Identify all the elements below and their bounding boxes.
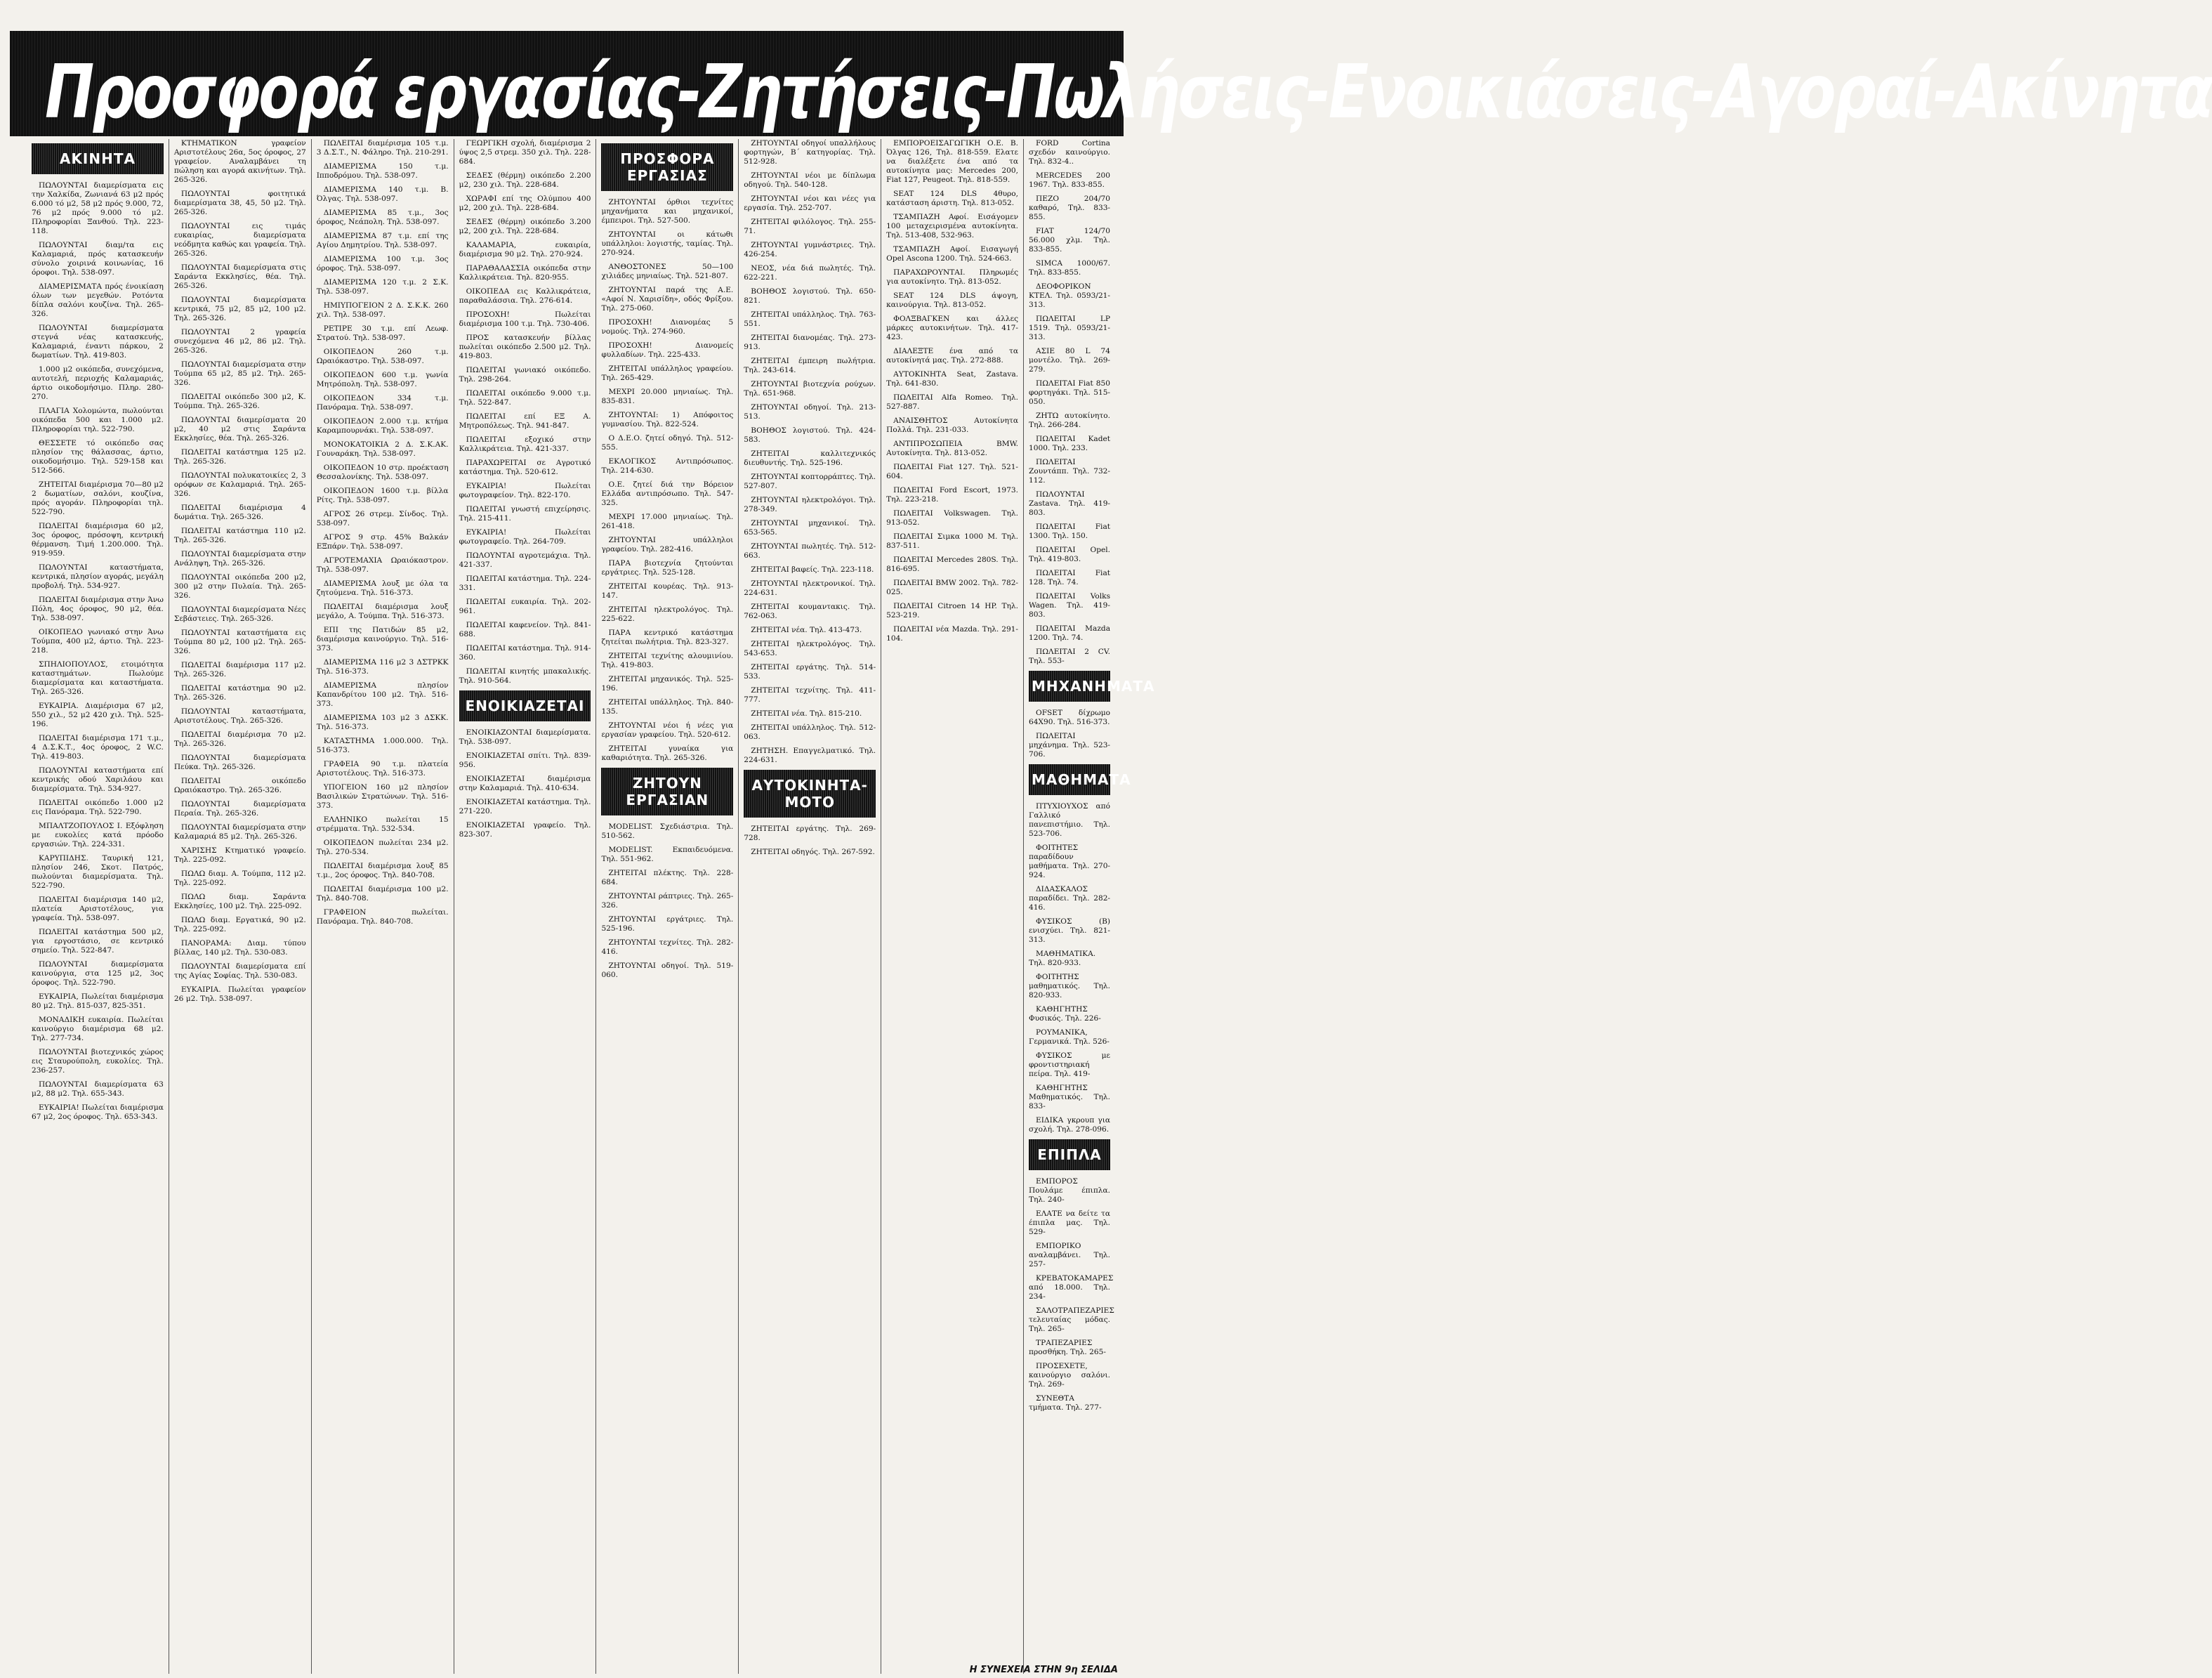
classified-ad: ΠΩΛΕΙΤΑΙ διαμέρισμα 60 μ2, 3ος όροφος, πρόσοψη, κεντρική θέρμανση. Τιμή 1.200.000. Τηλ. 919-959.	[32, 522, 164, 558]
classified-ad: ΠΩΛΕΙΤΑΙ Opel. Τηλ. 419-803.	[1029, 546, 1111, 563]
classified-ad: ΔΕΟΦΟΡΙΚΟΝ ΚΤΕΛ. Τηλ. 0593/21-313.	[1029, 282, 1111, 309]
classified-ad: ΠΩΛΕΙΤΑΙ Fiat 850 φορτηγάκι. Τηλ. 515-050.	[1029, 379, 1111, 406]
classified-ad: ΤΣΑΜΠΑΖΗ Αφοί. Εισάγομεν 100 μεταχειρισμένα αυτοκίνητα. Τηλ. 513-408, 532-963.	[886, 213, 1019, 240]
classified-ad: ΑΝΘΟΣΤΟΝΕΣ 50—100 χιλιάδες μηνιαίως. Τηλ. 521-807.	[601, 263, 734, 280]
classified-ad: ΠΩΛΕΙΤΑΙ διαμέρισμα 171 τ.μ., 4 Δ.Σ.Κ.Τ., 4ος όροφος, 2 W.C. Τηλ. 419-803.	[32, 734, 164, 761]
classified-ad: ΣΥΝΕΘΤΑ τμήματα. Τηλ. 277-	[1029, 1394, 1102, 1412]
classified-ad: ΣΑΛΟΤΡΑΠΕΖΑΡΙΕΣ τελευταίας μόδας. Τηλ. 265-	[1029, 1306, 1114, 1333]
classified-ad: ΖΗΤΕΙΤΑΙ διανομέας. Τηλ. 273-913.	[744, 334, 876, 351]
classified-ad: ΟΙΚΟΠΕΔΑ εις Καλλικράτεια, παραθαλάσσια. Τηλ. 276-614.	[459, 287, 591, 305]
classified-ad: ΠΩΛΟΥΝΤΑΙ διαμερίσματα στην Τούμπα 65 μ2, 85 μ2. Τηλ. 265-326.	[173, 360, 306, 387]
classified-ad: ΠΑΡΑ κεντρικό κατάστημα ζητείται πωλήτρια. Τηλ. 823-327.	[601, 629, 734, 646]
classified-ad: ΠΩΛΕΙΤΑΙ 2 CV. Τηλ. 553-	[1029, 648, 1111, 665]
classified-ad: ΖΗΤΟΥΝΤΑΙ γυμνάστριες. Τηλ. 426-254.	[744, 241, 876, 258]
section-header-epipla: ΕΠΙΠΛΑ	[1029, 1139, 1110, 1170]
classified-ad: ΠΩΛΟΥΝΤΑΙ διαμερίσματα 63 μ2, 88 μ2. Τηλ. 655-343.	[32, 1080, 164, 1098]
classified-ad: ΠΩΛΕΙΤΑΙ κατάστημα 110 μ2. Τηλ. 265-326.	[173, 527, 306, 544]
classified-ad: ΖΗΤΕΙΤΑΙ τεχνίτης αλουμινίου. Τηλ. 419-803.	[601, 652, 734, 669]
ads-column-6a	[744, 139, 876, 765]
classified-ad: ΑΣΙΕ 80 L 74 μοντέλο. Τηλ. 269-279.	[1029, 347, 1111, 374]
classified-ad: ΕΝΟΙΚΙΑΖΕΤΑΙ γραφείο. Τηλ. 823-307.	[459, 821, 591, 839]
classified-ad: FORD Cortina σχεδόν καινούργιο. Τηλ. 832-4..	[1029, 139, 1111, 166]
classified-ad: ΠΩΛΕΙΤΑΙ νέα Mazda. Τηλ. 291-104.	[886, 625, 1019, 643]
classified-ad: ΠΩΛΩ διαμ. Α. Τούμπα, 112 μ2. Τηλ. 225-092.	[173, 870, 306, 887]
ads-column-2	[174, 139, 306, 1004]
classified-ad: ΚΑΘΗΓΗΤΗΣ Μαθηματικός. Τηλ. 833-	[1029, 1084, 1111, 1110]
classified-ad: ΕΜΠΟΡΙΚΟ αναλαμβάνει. Τηλ. 257-	[1029, 1242, 1111, 1269]
classified-ad: ΠΩΛΕΙΤΑΙ κινητής μπακαλικής. Τηλ. 910-564.	[459, 667, 591, 685]
classifieds-banner	[10, 31, 2212, 136]
classified-ad: ΠΩΛΕΙΤΑΙ επί ΕΞ Α. Μητροπόλεως. Τηλ. 941-847.	[459, 412, 591, 430]
classified-ad: ΟΙΚΟΠΕΔΟ γωνιακό στην Άνω Τούμπα, 400 μ2, άρτιο. Τηλ. 223-218.	[32, 628, 164, 655]
ads-column-5b	[601, 822, 733, 980]
classified-ad: ΔΙΑΜΕΡΙΣΜΑ 103 μ2 3 ΔΣΚΚ. Τηλ. 516-373.	[316, 714, 449, 731]
classified-ad: ΑΝΑΙΣΘΗΤΟΣ Αυτοκίνητα Πολλά. Τηλ. 231-033.	[886, 417, 1019, 434]
classified-ad: ΖΗΤΟΥΝΤΑΙ εργάτριες. Τηλ. 525-196.	[601, 915, 734, 933]
classified-ad: ΚΡΕΒΑΤΟΚΑΜΑΡΕΣ από 18.000. Τηλ. 234-	[1029, 1274, 1114, 1301]
ads-column-8a	[1029, 139, 1110, 666]
classified-ad: ΔΙΑΜΕΡΙΣΜΑ πλησίον Καπανδρίτου 100 μ2. Τηλ. 516-373.	[316, 681, 449, 708]
classified-ad: ΠΛΑΓΙΑ Χολομώντα, πωλούνται οικόπεδα 500 και 1.000 μ2. Πληροφορίαι τηλ. 522-790.	[32, 407, 164, 433]
banner-title: Προσφορά εργασίας-Ζητήσεις-Πωλήσεις-Ενοικιάσεις-Αγοραί-Ακίνητα	[45, 48, 2212, 135]
classified-ad: ΖΗΤΕΙΤΑΙ εργάτης. Τηλ. 269-728.	[744, 825, 876, 842]
classified-ad: ΠΩΛΕΙΤΑΙ διαμέρισμα 70 μ2. Τηλ. 265-326.	[173, 730, 306, 748]
classified-ad: ΖΗΤΟΥΝΤΑΙ: 1) Απόφοιτος γυμνασίου. Τηλ. 822-524.	[601, 411, 734, 428]
classified-ad: ΜΠΑΛΤΖΟΠΟΥΛΟΣ Ι. Εξόφληση με ευκολίες κατά πρόοδο εργασιών. Τηλ. 224-331.	[32, 822, 164, 848]
classified-ad: MERCEDES 200 1967. Τηλ. 833-855.	[1029, 171, 1111, 189]
classified-ad: ΖΗΤΟΥΝΤΑΙ οδηγοί υπαλλήλους φορτηγών, Β΄ κατηγορίας. Τηλ. 512-928.	[744, 139, 876, 166]
classified-ad: FIAT 124/70 56.000 χλμ. Τηλ. 833-855.	[1029, 227, 1111, 254]
classified-ad: ΝΕΟΣ, νέα διά πωλητές. Τηλ. 622-221.	[744, 264, 876, 282]
classified-ad: ΓΕΩΡΓΙΚΗ σχολή, διαμέρισμα 2 ύψος 2,5 στρεμ. 350 χιλ. Τηλ. 228-684.	[459, 139, 591, 166]
classified-ad: ΖΗΤΕΙΤΑΙ γυναίκα για καθαριότητα. Τηλ. 265-326.	[601, 745, 734, 762]
classified-ad: ΠΩΛΟΥΝΤΑΙ διαμερίσματα Νέες Σεβάστειες. Τηλ. 265-326.	[173, 605, 306, 623]
classified-ad: MODELIST. Εκπαιδευόμενα. Τηλ. 551-962.	[601, 846, 734, 863]
classified-ad: ΣΕΔΕΣ (θέρμη) οικόπεδο 2.200 μ2, 230 χιλ. Τηλ. 228-684.	[459, 171, 591, 189]
classified-ad: ΠΩΛΟΥΝΤΑΙ πολυκατοικίες 2, 3 ορόφων σε Καλαμαριά. Τηλ. 265-326.	[173, 471, 306, 498]
classified-ad: MODELIST. Σχεδιάστρια. Τηλ. 510-562.	[601, 822, 734, 840]
classified-ad: ΠΩΛΟΥΝΤΑΙ διαμερίσματα επί της Αγίας Σοφίας. Τηλ. 530-083.	[173, 962, 306, 980]
classified-ad: ΖΗΤΟΥΝΤΑΙ βιοτεχνία ρούχων. Τηλ. 651-968.	[744, 380, 876, 398]
classified-ad: ΠΡΟΣΕΧΕΤΕ, καινούργιο σαλόνι. Τηλ. 269-	[1029, 1362, 1111, 1389]
column-3	[312, 139, 454, 1674]
classified-ad: ΔΙΑΜΕΡΙΣΜΑ 85 τ.μ., 3ος όροφος, Νεάπολη. Τηλ. 538-097.	[316, 209, 449, 226]
classified-ad: ΖΗΤΕΙΤΑΙ έμπειρη πωλήτρια. Τηλ. 243-614.	[744, 357, 876, 374]
classified-ad: Ο.Ε. ζητεί διά την Βόρειον Ελλάδα αντιπρόσωπο. Τηλ. 547-325.	[601, 480, 734, 507]
classified-ad: ΠΩΛΟΥΝΤΑΙ διαμερίσματα κεντρικά, 75 μ2, 85 μ2, 100 μ2. Τηλ. 265-326.	[173, 296, 306, 322]
classified-ad: ΠΩΛΟΥΝΤΑΙ διαμερίσματα στην Καλαμαριά 85 μ2. Τηλ. 265-326.	[173, 823, 306, 841]
classified-ad: ΠΩΛΕΙΤΑΙ ευκαιρία. Τηλ. 202-961.	[459, 598, 591, 615]
classified-ad: ΠΩΛΟΥΝΤΑΙ διαμερίσματα καινούργια, στα 125 μ2, 3ος όροφος. Τηλ. 522-790.	[32, 960, 164, 987]
classified-ad: ΖΗΤΩ αυτοκίνητο. Τηλ. 266-284.	[1029, 412, 1111, 429]
classified-ad: ΓΡΑΦΕΙΟΝ πωλείται. Πανόραμα. Τηλ. 840-708.	[316, 908, 449, 926]
classified-ad: ΔΙΑΜΕΡΙΣΜΑ 150 τ.μ. Ιπποδρόμου. Τηλ. 538-097.	[316, 162, 449, 180]
ads-column-1	[32, 181, 164, 1122]
classified-ad: ΕΥΚΑΙΡΙΑ! Πωλείται φωτογραφείον. Τηλ. 822-170.	[459, 482, 591, 499]
classified-ad: ΠΑΝΟΡΑΜΑ: Διαμ. τύπου βίλλας, 140 μ2. Τηλ. 530-083.	[173, 939, 306, 957]
classified-ad: ΕΥΚΑΙΡΙΑ, Πωλείται διαμέρισμα 80 μ2. Τηλ. 815-037, 825-351.	[32, 992, 164, 1010]
classified-ad: ΣΕΔΕΣ (θέρμη) οικόπεδο 3.200 μ2, 200 χιλ. Τηλ. 228-684.	[459, 218, 591, 235]
classified-ad: ΠΩΛΟΥΝΤΑΙ διαμερίσματα στην Ανάληψη, Τηλ. 265-326.	[173, 550, 306, 568]
classified-ad: ΠΩΛΕΙΤΑΙ Volks Wagen. Τηλ. 419-803.	[1029, 592, 1111, 619]
classified-ad: ΠΩΛΟΥΝΤΑΙ 2 γραφεία συνεχόμενα 46 μ2, 86 μ2. Τηλ. 265-326.	[173, 328, 306, 355]
column-6	[739, 139, 881, 1674]
classified-ad: ΕΠΙ της Πατιδών 85 μ2, διαμέρισμα καινούργιο. Τηλ. 516-373.	[316, 626, 449, 653]
classified-ad: ΠΩΛΕΙΤΑΙ οικόπεδο Ωραιόκαστρο. Τηλ. 265-326.	[173, 777, 306, 794]
classified-ad: ΗΜΙΥΠΟΓΕΙΟΝ 2 Δ. Σ.Κ.Κ. 260 χιλ. Τηλ. 538-097.	[316, 301, 449, 319]
classified-ad: ΖΗΤΕΙΤΑΙ υπάλληλος γραφείου. Τηλ. 265-429.	[601, 365, 734, 382]
classified-ad: ΖΗΤΕΙΤΑΙ νέα. Τηλ. 413-473.	[751, 626, 862, 634]
classified-ad: ΖΗΤΟΥΝΤΑΙ οδηγοί. Τηλ. 519-060.	[601, 962, 734, 979]
classified-ad: ΑΓΡΟΣ 26 στρεμ. Σίνδος. Τηλ. 538-097.	[316, 510, 449, 527]
classified-ad: ΖΗΤΟΥΝΤΑΙ όρθιοι τεχνίτες μηχανήματα και μηχανικοί, έμπειροι. Τηλ. 527-500.	[601, 198, 734, 225]
section-header-mathimata: ΜΑΘΗΜΑΤΑ	[1029, 764, 1110, 795]
classified-ad: ΟΙΚΟΠΕΔΟΝ 260 τ.μ. Ωραιόκαστρο. Τηλ. 538-097.	[316, 348, 449, 365]
classified-ad: ΠΩΛΕΙΤΑΙ Volkswagen. Τηλ. 913-052.	[886, 509, 1019, 527]
classified-ad: ΦΟΛΞΒΑΓΚΕΝ και άλλες μάρκες αυτοκινήτων. Τηλ. 417-423.	[886, 315, 1019, 341]
classified-ad: ΖΗΤΟΥΝΤΑΙ πωλητές. Τηλ. 512-663.	[744, 542, 876, 560]
classified-ad: ΖΗΤΕΙΤΑΙ νέα. Τηλ. 815-210.	[751, 709, 862, 718]
classified-ad: ΑΓΡΟΣ 9 στρ. 45% Βαλκάν ΕΞπάρν. Τηλ. 538-097.	[316, 533, 449, 551]
classified-ad: ΠΩΛΟΥΝΤΑΙ Zastava. Τηλ. 419-803.	[1029, 490, 1111, 517]
classified-ad: OFSET δίχρωμο 64Χ90. Τηλ. 516-373.	[1029, 709, 1111, 726]
classified-ad: ΠΩΛΕΙΤΑΙ Citroen 14 HP. Τηλ. 523-219.	[886, 602, 1019, 620]
ads-column-3	[317, 139, 449, 926]
classified-ad: ΑΝΤΙΠΡΟΣΩΠΕΙΑ BMW. Αυτοκίνητα. Τηλ. 813-052.	[886, 440, 1019, 457]
classified-ad: ΟΙΚΟΠΕΔΟΝ 334 τ.μ. Πανόραμα. Τηλ. 538-097.	[316, 394, 449, 412]
classified-ad: ΔΙΑΜΕΡΙΣΜΑ 116 μ2 3 ΔΣΤΡΚΚ Τηλ. 516-373.	[316, 658, 449, 676]
classified-ad: ΠΩΛΕΙΤΑΙ κατάστημα 500 μ2, για εργοστάσιο, σε κεντρικό σημείο. Τηλ. 522-847.	[32, 928, 164, 955]
classified-ad: ΠΩΛΟΥΝΤΑΙ διαμερίσματα στεγνά νέας κατασκευής, Καλαμαριά, έναντι πάρκου, 2 δωματίων. Τηλ. 419-803.	[32, 324, 164, 360]
section-header-autokinita: ΑΥΤΟΚΙΝΗΤΑ-ΜΟΤΟ	[744, 770, 876, 818]
classified-ad: ΖΗΤΕΙΤΑΙ τεχνίτης. Τηλ. 411-777.	[744, 686, 876, 704]
section-header-zitoun: ΖΗΤΟΥΝ ΕΡΓΑΣΙΑΝ	[601, 768, 733, 815]
classified-columns	[27, 139, 1155, 1674]
classified-ad: ΠΑΡΑΧΩΡΟΥΝΤΑΙ. Πληρωμές για αυτοκίνητο. Τηλ. 813-052.	[886, 268, 1019, 286]
classified-ad: ΠΩΛΕΙΤΑΙ κατάστημα. Τηλ. 224-331.	[459, 575, 591, 592]
classified-ad: ΠΩΛΕΙΤΑΙ οικόπεδο 300 μ2, Κ. Τούμπα. Τηλ. 265-326.	[173, 393, 306, 410]
column-8	[1024, 139, 1155, 1674]
classified-ad: ΔΙΑΜΕΡΙΣΜΑ 100 τ.μ. 3ος όροφος. Τηλ. 538-097.	[316, 255, 449, 273]
classified-ad: ΦΥΣΙΚΟΣ με φροντιστηριακή πείρα. Τηλ. 419-	[1029, 1051, 1111, 1078]
classified-ad: ΕΚΛΟΓΙΚΟΣ Αντιπρόσωπος. Τηλ. 214-630.	[601, 457, 734, 475]
classified-ad: ΔΙΑΜΕΡΙΣΜΑ 140 τ.μ. Β. Όλγας. Τηλ. 538-097.	[316, 185, 449, 203]
classified-ad: ΠΩΛΕΙΤΑΙ γνωστή επιχείρησις. Τηλ. 215-411.	[459, 505, 591, 523]
classified-ad: ΕΥΚΑΙΡΙΑ! Πωλείται διαμέρισμα 67 μ2, 2ος όροφος. Τηλ. 653-343.	[32, 1103, 164, 1121]
classified-ad: ΕΝΟΙΚΙΑΖΕΤΑΙ σπίτι. Τηλ. 839-956.	[459, 752, 591, 769]
ads-column-4a	[459, 139, 591, 686]
classified-ad: ΠΩΛΟΥΝΤΑΙ διαμερίσματα Περαία. Τηλ. 265-326.	[173, 800, 306, 818]
classified-ad: ΠΩΛΕΙΤΑΙ εξοχικό στην Καλλικράτεια. Τηλ. 421-337.	[459, 435, 591, 453]
classified-ad: ΒΟΗΘΟΣ λογιστού. Τηλ. 650-821.	[744, 287, 876, 305]
classified-ad: ΦΟΙΤΗΤΕΣ παραδίδουν μαθήματα. Τηλ. 270-924.	[1029, 844, 1111, 879]
classified-ad: ΠΑΡΑΘΑΛΑΣΣΙΑ οικόπεδα στην Καλλικράτεια. Τηλ. 820-955.	[459, 264, 591, 282]
classified-ad: ΠΩΛΕΙΤΑΙ BMW 2002. Τηλ. 782-025.	[886, 579, 1019, 596]
classified-ad: ΜΟΝΟΚΑΤΟΙΚΙΑ 2 Δ. Σ.Κ.ΑΚ. Γουναράκη. Τηλ. 538-097.	[316, 440, 449, 458]
classified-ad: ΠΩΛΟΥΝΤΑΙ διαμ/τα εις Καλαμαριά, πρός κατασκευήν σύνολο χοιρινά κοινωνίας, 16 όροφοι. Τηλ. 538-097.	[32, 241, 164, 277]
classified-ad: ΔΙΑΛΕΞΤΕ ένα από τα αυτοκίνητά μας. Τηλ. 272-888.	[886, 347, 1019, 365]
classified-ad: ΖΗΤΕΙΤΑΙ ηλεκτρολόγος. Τηλ. 225-622.	[601, 605, 734, 623]
classified-ad: ΖΗΤΕΙΤΑΙ υπάλληλος. Τηλ. 512-063.	[744, 723, 876, 741]
classified-ad: ΠΑΡΑΧΩΡΕΙΤΑΙ σε Αγροτικό κατάστημα. Τηλ. 520-612.	[459, 459, 591, 476]
classified-ad: ΕΛΑΤΕ να δείτε τα έπιπλα μας. Τηλ. 529-	[1029, 1210, 1111, 1236]
classified-ad: ΖΗΤΟΥΝΤΑΙ υπάλληλοι γραφείου. Τηλ. 282-416.	[601, 536, 734, 553]
classified-ad: ΔΙΔΑΣΚΑΛΟΣ παραδίδει. Τηλ. 282-416.	[1029, 885, 1111, 912]
ads-column-8b	[1029, 709, 1110, 759]
classified-ad: ΠΩΛΕΙΤΑΙ γωνιακό οικόπεδο. Τηλ. 298-264.	[459, 366, 591, 384]
classified-ad: ΥΠΟΓΕΙΟΝ 160 μ2 πλησίον Βασιλικών Στρατώνων. Τηλ. 516-373.	[316, 783, 449, 810]
classified-ad: ΦΥΣΙΚΟΣ (Β) ενισχύει. Τηλ. 821-313.	[1029, 917, 1111, 944]
classified-ad: ΠΩΛΕΙΤΑΙ Fiat 128. Τηλ. 74.	[1029, 569, 1111, 586]
classified-ad: ΕΜΠΟΡΟΕΙΣΑΓΩΓΙΚΗ Ο.Ε. Β. Όλγας 126, Τηλ. 818-559. Ελατε να διαλέξετε ένα από τα αυτοκίνητα μας: Mercedes 200, Fiat 127, Peugeot. Τηλ. 818-559.	[886, 139, 1019, 184]
classified-ad: Ο Δ.Ε.Ο. ζητεί οδηγό. Τηλ. 512-555.	[601, 434, 734, 452]
classified-ad: ΠΩΛΕΙΤΑΙ Alfa Romeo. Τηλ. 527-887.	[886, 393, 1019, 411]
classified-ad: ΠΕΖΟ 204/70 καθαρό, Τηλ. 833-855.	[1029, 195, 1111, 221]
classified-ad: ΜΕΧΡΙ 17.000 μηνιαίως. Τηλ. 261-418.	[601, 513, 734, 530]
classified-ad: ΖΗΤΕΙΤΑΙ πλέκτης. Τηλ. 228-684.	[601, 869, 734, 886]
classified-ad: ΡΕΤΙΡΕ 30 τ.μ. επί Λεωφ. Στρατού. Τηλ. 538-097.	[316, 325, 449, 342]
classified-ad: ΧΑΡΙΣΗΣ Κτηματικό γραφείο. Τηλ. 225-092.	[173, 846, 306, 864]
classified-ad: ΔΙΑΜΕΡΙΣΜΑ 120 τ.μ. 2 Σ.Κ. Τηλ. 538-097.	[316, 278, 449, 296]
classified-ad: SEAT 124 DLS άψογη, καινούργια. Τηλ. 813-052.	[886, 291, 1019, 309]
classified-ad: ΠΩΛΩ διαμ. Εργατικά, 90 μ2. Τηλ. 225-092.	[173, 916, 306, 933]
classified-ad: ΦΟΙΤΗΤΗΣ μαθηματικός. Τηλ. 820-933.	[1029, 973, 1111, 999]
classified-ad: ΧΩΡΑΦΙ επί της Ολύμπου 400 μ2, 200 χιλ. Τηλ. 228-684.	[459, 195, 591, 212]
classified-ad: ΖΗΤΟΥΝΤΑΙ νέοι ή νέες για εργασίαν γραφείου. Τηλ. 520-612.	[601, 721, 734, 739]
classified-ad: ΠΩΛΟΥΝΤΑΙ βιοτεχνικός χώρος εις Σταυρούπολη, ευκολίες. Τηλ. 236-257.	[32, 1048, 164, 1075]
classified-ad: ΖΗΤΕΙΤΑΙ καλλιτεχνικός διευθυντής. Τηλ. 525-196.	[744, 450, 876, 467]
ads-column-8c	[1029, 802, 1110, 1134]
classified-ad: ΜΑΘΗΜΑΤΙΚΑ. Τηλ. 820-933.	[1029, 950, 1096, 967]
classified-ad: ΕΝΟΙΚΙΑΖΟΝΤΑΙ διαμερίσματα. Τηλ. 538-097.	[459, 728, 591, 746]
classified-ad: ΖΗΤΕΙΤΑΙ κουμαντακις. Τηλ. 762-063.	[744, 603, 876, 620]
classified-ad: ΠΩΛΕΙΤΑΙ διαμέρισμα 4 δωμάτια. Τηλ. 265-326.	[173, 504, 306, 521]
classified-ad: ΠΩΛΟΥΝΤΑΙ διαμερίσματα στις Σαράντα Εκκλησίες, θέα. Τηλ. 265-326.	[173, 263, 306, 290]
classified-ad: ΣΠΗΛΙΟΠΟΥΛΟΣ, ετοιμότητα καταστημάτων. Πωλούμε διαμερίσματα και καταστήματα. Τηλ. 265-326.	[32, 660, 164, 696]
classified-ad: ΖΗΤΗΣΗ. Επαγγελματικό. Τηλ. 224-631.	[744, 747, 876, 764]
classified-ad: ΟΙΚΟΠΕΔΟΝ 2.000 τ.μ. κτήμα Καραμπουρνάκι. Τηλ. 538-097.	[316, 417, 449, 435]
classified-ad: ΠΤΥΧΙΟΥΧΟΣ από Γαλλικό πανεπιστήμιο. Τηλ. 523-706.	[1029, 802, 1111, 838]
classified-ad: ΔΙΑΜΕΡΙΣΜΑΤΑ πρός ένοικίαση όλων των μεγεθών. Ροτόντα δίπλα σαλόνι κουζίνα. Τηλ. 265-326.	[32, 282, 164, 318]
column-2	[169, 139, 312, 1674]
classified-ad: ΤΡΑΠΕΖΑΡΙΕΣ προσθήκη. Τηλ. 265-	[1029, 1339, 1106, 1356]
classified-ad: ΕΥΚΑΙΡΙΑ! Πωλείται φωτογραφείο. Τηλ. 264-709.	[459, 528, 591, 546]
classified-ad: ΖΗΤΟΥΝΤΑΙ ράπτριες. Τηλ. 265-326.	[601, 892, 734, 910]
classified-ad: ΠΩΛΟΥΝΤΑΙ καταστήματα εις Τούμπα 80 μ2, 100 μ2. Τηλ. 265-326.	[173, 629, 306, 655]
classified-ad: ΠΩΛΕΙΤΑΙ διαμέρισμα στην Άνω Πόλη, 4ος όροφος, 90 μ2, θέα. Τηλ. 538-097.	[32, 596, 164, 622]
classified-ad: ΠΩΛΕΙΤΑΙ διαμέρισμα λουξ 85 τ.μ., 2ος όροφος. Τηλ. 840-708.	[316, 862, 449, 879]
classified-ad: ΖΗΤΕΙΤΑΙ κουρέας. Τηλ. 913-147.	[601, 582, 734, 600]
classified-ad: ΠΩΛΕΙΤΑΙ κατάστημα. Τηλ. 914-360.	[459, 644, 591, 662]
ads-column-5a	[601, 198, 733, 763]
classified-ad: ΖΗΤΟΥΝΤΑΙ ηλεκτρολόγοι. Τηλ. 278-349.	[744, 496, 876, 513]
classified-ad: ΠΩΛΕΙΤΑΙ μηχάνημα. Τηλ. 523-706.	[1029, 732, 1111, 759]
classified-ad: ΕΥΚΑΙΡΙΑ. Διαμέρισμα 67 μ2, 550 χιλ., 52 μ2 420 χιλ. Τηλ. 525-196.	[32, 702, 164, 728]
classified-ad: ΘΕΣΣΕΤΕ τό οικόπεδο σας πλησίον της θάλασσας, άρτιο, οικοδομήσιμο. Τηλ. 529-158 και 512-566.	[32, 439, 164, 475]
classified-ad: SIMCA 1000/67. Τηλ. 833-855.	[1029, 259, 1111, 277]
section-header-akinita: ΑΚΙΝΗΤΑ	[32, 143, 164, 174]
classified-ad: ΠΩΛΟΥΝΤΑΙ εις τιμάς ευκαιρίας, διαμερίσματα νεόδμητα καθώς και γραφεία. Τηλ. 265-326.	[173, 222, 306, 258]
classified-ad: ΖΗΤΟΥΝΤΑΙ οδηγοί. Τηλ. 213-513.	[744, 403, 876, 421]
classified-ad: ΠΩΛΟΥΝΤΑΙ καταστήματα, κεντρικά, πλησίον αγοράς, μεγάλη προβολή. Τηλ. 534-927.	[32, 563, 164, 590]
continued-note: Η ΣΥΝΕΧΕΙΑ ΣΤΗΝ 9η ΣΕΛΙΔΑ	[969, 1665, 1118, 1675]
classified-ad: ΖΗΤΟΥΝΤΑΙ κοπτορράπτες. Τηλ. 527-807.	[744, 473, 876, 490]
section-header-enoikiazetai: ΕΝΟΙΚΙΑΖΕΤΑΙ	[459, 690, 591, 721]
column-5	[596, 139, 739, 1674]
column-4	[454, 139, 597, 1674]
classified-ad: ΠΩΛΕΙΤΑΙ διαμέρισμα 140 μ2, πλατεία Αριστοτέλους, για γραφεία. Τηλ. 538-097.	[32, 896, 164, 922]
classified-ad: ΑΥΤΟΚΙΝΗΤΑ Seat, Zastava. Τηλ. 641-830.	[886, 370, 1019, 388]
classified-ad: ΠΩΛΟΥΝΤΑΙ αγροτεμάχια. Τηλ. 421-337.	[459, 551, 591, 569]
classified-ad: ΠΩΛΟΥΝΤΑΙ διαμερίσματα Πεύκα. Τηλ. 265-326.	[173, 754, 306, 771]
classified-ad: ΕΝΟΙΚΙΑΖΕΤΑΙ κατάστημα. Τηλ. 271-220.	[459, 798, 591, 815]
classified-ad: ΚΑΡΥΠΙΔΗΣ. Ταυρική 121, πλησίον 246, Σκοτ. Πατρός, πωλούνται διαμερίσματα. Τηλ. 522-790.	[32, 854, 164, 890]
classified-ad: ΠΩΛΟΥΝΤΑΙ διαμερίσματα εις την Χαλκίδα, Ζωνιανά 63 μ2 πρός 6.000 τό μ2, 58 μ2 πρός 9.000, 72, 76 μ2 πρός 9.000 τό μ2. Πληροφορίαι Ξανθού. Τηλ. 223-118.	[32, 181, 164, 235]
classified-ad: ΖΗΤΕΙΤΑΙ διαμέρισμα 70—80 μ2 2 δωματίων, σαλόνι, κουζίνα, πρός αγοράν. Πληροφορίαι τηλ. 522-790.	[32, 480, 164, 516]
classified-ad: ΠΩΛΕΙΤΑΙ Fiat 127. Τηλ. 521-604.	[886, 463, 1019, 480]
classified-ad: ΖΗΤΟΥΝΤΑΙ ηλεκτρονικοί. Τηλ. 224-631.	[744, 579, 876, 597]
classified-ad: ΟΙΚΟΠΕΔΟΝ πωλείται 234 μ2. Τηλ. 270-534.	[316, 839, 449, 856]
classified-ad: ΕΥΚΑΙΡΙΑ. Πωλείται γραφείον 26 μ2. Τηλ. 538-097.	[173, 985, 306, 1003]
classified-ad: ΟΙΚΟΠΕΔΟΝ 1600 τ.μ. βίλλα Ρίτς. Τηλ. 538-097.	[316, 487, 449, 504]
classified-ad: ΠΩΛΕΙΤΑΙ Σιμκα 1000 Μ. Τηλ. 837-511.	[886, 532, 1019, 550]
column-1	[27, 139, 169, 1674]
classified-ad: ΖΗΤΕΙΤΑΙ φιλόλογος. Τηλ. 255-71.	[744, 218, 876, 235]
classified-ad: ΠΩΛΟΥΝΤΑΙ καταστήματα επί κεντρικής οδού Χαριλάου και διαμερίσματα. Τηλ. 534-927.	[32, 766, 164, 793]
classified-ad: ΠΩΛΩ διαμ. Σαράντα Εκκλησίες, 100 μ2. Τηλ. 225-092.	[173, 893, 306, 910]
ads-column-6b	[744, 825, 876, 857]
classified-ad: ΠΩΛΕΙΤΑΙ Fiat 1300. Τηλ. 150.	[1029, 523, 1111, 540]
classified-ad: ΑΓΡΟΤΕΜΑΧΙΑ Ωραιόκαστρον. Τηλ. 538-097.	[316, 556, 449, 574]
classified-ad: ΚΑΛΑΜΑΡΙΑ, ευκαιρία, διαμέρισμα 90 μ2. Τηλ. 270-924.	[459, 241, 591, 258]
column-7	[881, 139, 1024, 1674]
classified-ad: ΤΣΑΜΠΑΖΗ Αφοί. Εισαγωγή Opel Ascona 1200. Τηλ. 524-663.	[886, 245, 1019, 263]
classified-ad: ΠΩΛΕΙΤΑΙ Ζουντάππ. Τηλ. 732-112.	[1029, 458, 1111, 485]
classified-ad: ΕΙΔΙΚΑ γκρουπ για σχολή. Τηλ. 278-096.	[1029, 1116, 1111, 1134]
section-header-mixanimata: ΜΗΧΑΝΗΜΑΤΑ	[1029, 671, 1110, 702]
ads-column-7	[886, 139, 1018, 643]
classified-ad: ΠΩΛΕΙΤΑΙ διαμέρισμα 105 τ.μ. 3 Δ.Σ.Τ., Ν. Φάληρο. Τηλ. 210-291.	[316, 139, 449, 157]
classified-ad: ΕΝΟΙΚΙΑΖΕΤΑΙ διαμέρισμα στην Καλαμαριά. Τηλ. 410-634.	[459, 775, 591, 792]
classified-ad: ΡΟΥΜΑΝΙΚΑ, Γερμανικά. Τηλ. 526-	[1029, 1028, 1110, 1046]
classified-ad: ΖΗΤΕΙΤΑΙ υπάλληλος. Τηλ. 840-135.	[601, 698, 734, 716]
classified-ad: ΠΡΟΣΟΧΗ! Πωλείται διαμέρισμα 100 τ.μ. Τηλ. 730-406.	[459, 310, 591, 328]
classified-ad: ΖΗΤΕΙΤΑΙ εργάτης. Τηλ. 514-533.	[744, 663, 876, 681]
section-header-prosfora: ΠΡΟΣΦΟΡΑ ΕΡΓΑΣΙΑΣ	[601, 143, 733, 191]
classified-ad: ΠΩΛΕΙΤΑΙ οικόπεδο 9.000 τ.μ. Τηλ. 522-847.	[459, 389, 591, 407]
classified-ad: ΠΩΛΕΙΤΑΙ κατάστημα 90 μ2. Τηλ. 265-326.	[173, 684, 306, 702]
classified-ad: ΚΑΤΑΣΤΗΜΑ 1.000.000. Τηλ. 516-373.	[316, 737, 449, 754]
classified-ad: ΜΕΧΡΙ 20.000 μηνιαίως. Τηλ. 835-831.	[601, 388, 734, 405]
classified-ad: ΠΩΛΟΥΝΤΑΙ καταστήματα, Αριστοτέλους. Τηλ. 265-326.	[173, 707, 306, 725]
classified-ad: ΠΩΛΕΙΤΑΙ Ford Escort, 1973. Τηλ. 223-218.	[886, 486, 1019, 504]
classified-ad: ΖΗΤΟΥΝΤΑΙ παρά της Α.Ε. «Αφοί Ν. Χαρισίδη», οδός Φρίξου. Τηλ. 275-060.	[601, 286, 734, 313]
classified-ad: ΠΩΛΕΙΤΑΙ διαμέρισμα λουξ μεγάλο, Α. Τούμπα. Τηλ. 516-373.	[316, 603, 449, 620]
classified-ad: 1.000 μ2 οικόπεδα, συνεχόμενα, αυτοτελή, περιοχής Καλαμαριάς, άρτιο οικοδομήσιμο. Πληρ. 280-270.	[32, 365, 164, 401]
classified-ad: ΕΛΛΗΝΙΚΟ πωλείται 15 στρέμματα. Τηλ. 532-534.	[316, 815, 449, 833]
classified-ad: ΖΗΤΟΥΝΤΑΙ οι κάτωθι υπάλληλοι: λογιστής, ταμίας. Τηλ. 270-924.	[601, 230, 734, 257]
classified-ad: ΠΩΛΕΙΤΑΙ οικόπεδο 1.000 μ2 εις Πανόραμα. Τηλ. 522-790.	[32, 799, 164, 816]
classified-ad: ΓΡΑΦΕΙΑ 90 τ.μ. πλατεία Αριστοτέλους. Τηλ. 516-373.	[316, 760, 449, 778]
classified-ad: ΠΩΛΕΙΤΑΙ κατάστημα 125 μ2. Τηλ. 265-326.	[173, 448, 306, 466]
classified-ad: ΠΩΛΟΥΝΤΑΙ διαμερίσματα 20 μ2, 40 μ2 στις Σαράντα Εκκλησίες, θέα. Τηλ. 265-326.	[173, 416, 306, 443]
classified-ad: ΠΩΛΕΙΤΑΙ LP 1519. Τηλ. 0593/21-313.	[1029, 315, 1111, 341]
classified-ad: ΟΙΚΟΠΕΔΟΝ 600 τ.μ. γωνία Μητρόπολη. Τηλ. 538-097.	[316, 371, 449, 388]
classified-ad: ΠΩΛΕΙΤΑΙ Mazda 1200. Τηλ. 74.	[1029, 624, 1111, 642]
classified-ad: ΟΙΚΟΠΕΔΟΝ 10 στρ. προέκταση Θεσσαλονίκης. Τηλ. 538-097.	[316, 464, 449, 481]
classified-ad: ΖΗΤΟΥΝΤΑΙ τεχνίτες. Τηλ. 282-416.	[601, 938, 734, 956]
classified-ad: ΠΩΛΕΙΤΑΙ Mercedes 280S. Τηλ. 816-695.	[886, 556, 1019, 573]
classified-ad: ΠΡΟΣ κατασκευήν βίλλας πωλείται οικόπεδο 2.500 μ2. Τηλ. 419-803.	[459, 334, 591, 360]
classified-ad: SEAT 124 DLS 4θυρο, κατάσταση άριστη. Τηλ. 813-052.	[886, 190, 1019, 207]
classified-ad: ΠΡΟΣΟΧΗ! Διανομέας 5 νομούς. Τηλ. 274-960.	[601, 318, 734, 336]
classified-ad: ΠΩΛΕΙΤΑΙ διαμέρισμα 100 μ2. Τηλ. 840-708.	[316, 885, 449, 903]
classified-ad: ΠΩΛΕΙΤΑΙ Kadet 1000. Τηλ. 233.	[1029, 435, 1111, 452]
ads-column-8d	[1029, 1177, 1114, 1412]
classified-ad: ΠΩΛΟΥΝΤΑΙ φοιτητικά διαμερίσματα 38, 45, 50 μ2. Τηλ. 265-326.	[173, 190, 306, 216]
classified-ad: ΜΟΝΑΔΙΚΗ ευκαιρία. Πωλείται καινούργιο διαμέρισμα 68 μ2. Τηλ. 277-734.	[32, 1016, 164, 1042]
classified-ad: ΠΑΡΑ βιοτεχνία ζητούνται εργάτριες. Τηλ. 525-128.	[601, 559, 734, 577]
classified-ad: ΚΑΘΗΓΗΤΗΣ Φυσικός. Τηλ. 226-	[1029, 1005, 1101, 1023]
classified-ad: ΠΩΛΕΙΤΑΙ καφενείον. Τηλ. 841-688.	[459, 621, 591, 638]
classified-ad: ΕΜΠΟΡΟΣ Πουλάμε έπιπλα. Τηλ. 240-	[1029, 1177, 1111, 1204]
classified-ad: ΒΟΗΘΟΣ λογιστού. Τηλ. 424-583.	[744, 426, 876, 444]
classified-ad: ΠΩΛΟΥΝΤΑΙ οικόπεδα 200 μ2, 300 μ2 στην Πυλαία. Τηλ. 265-326.	[173, 573, 306, 600]
classified-ad: ΖΗΤΕΙΤΑΙ οδηγός. Τηλ. 267-592.	[751, 848, 875, 856]
classified-ad: ΖΗΤΟΥΝΤΑΙ μηχανικοί. Τηλ. 653-565.	[744, 519, 876, 537]
classified-ad: ΚΤΗΜΑΤΙΚΟΝ γραφείον Αριστοτέλους 26α, 5ος όροφος, 27 γραφείον. Αναλαμβάνει τη πώληση και αγορά ακινήτων. Τηλ. 265-326.	[173, 139, 306, 184]
classified-ad: ΖΗΤΟΥΝΤΑΙ νέοι και νέες για εργασία. Τηλ. 252-707.	[744, 195, 876, 212]
classified-ad: ΔΙΑΜΕΡΙΣΜΑ 87 τ.μ. επί της Αγίου Δημητρίου. Τηλ. 538-097.	[316, 232, 449, 249]
classified-ad: ΠΩΛΕΙΤΑΙ διαμέρισμα 117 μ2. Τηλ. 265-326.	[173, 661, 306, 679]
classified-ad: ΠΡΟΣΟΧΗ! Διανομείς φυλλαδίων. Τηλ. 225-433.	[601, 341, 734, 359]
classified-ad: ΖΗΤΕΙΤΑΙ βαφείς. Τηλ. 223-118.	[751, 565, 874, 574]
classified-ad: ΖΗΤΕΙΤΑΙ υπάλληλος. Τηλ. 763-551.	[744, 310, 876, 328]
classified-ad: ΖΗΤΟΥΝΤΑΙ νέοι με δίπλωμα οδηγού. Τηλ. 540-128.	[744, 171, 876, 189]
ads-column-4b	[459, 728, 591, 839]
classified-ad: ΖΗΤΕΙΤΑΙ ηλεκτρολόγος. Τηλ. 543-653.	[744, 640, 876, 657]
classified-ad: ΔΙΑΜΕΡΙΣΜΑ λουξ με όλα τα ζητούμενα. Τηλ. 516-373.	[316, 579, 449, 597]
classified-ad: ΖΗΤΕΙΤΑΙ μηχανικός. Τηλ. 525-196.	[601, 675, 734, 693]
